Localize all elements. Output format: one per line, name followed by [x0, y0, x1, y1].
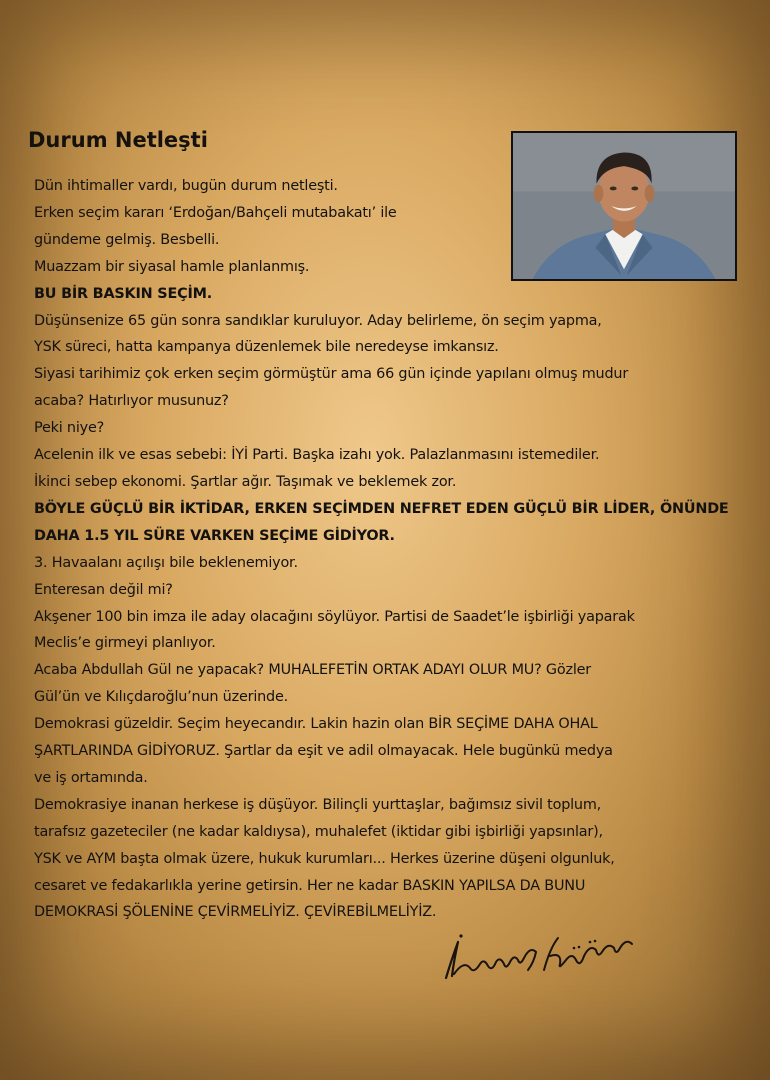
article-line: Siyasi tarihimiz çok erken seçim görmüştür ama 66 gün içinde yapılanı olmuş mudur [34, 366, 629, 383]
article-line: BÖYLE GÜÇLÜ BİR İKTİDAR, ERKEN SEÇİMDEN NEFRET EDEN GÜÇLÜ BİR LİDER, ÖNÜNDE [34, 500, 729, 517]
article-line: Meclis’e girmeyi planlıyor. [34, 635, 216, 652]
article-line: Acaba Abdullah Gül ne yapacak? MUHALEFETİN ORTAK ADAYI OLUR MU? Gözler [34, 662, 592, 679]
article-line: Gül’ün ve Kılıçdaroğlu’nun üzerinde. [34, 689, 288, 706]
handwritten-signature-icon [440, 930, 640, 985]
article-line: Enteresan değil mi? [34, 581, 173, 598]
article-line: YSK ve AYM başta olmak üzere, hukuk kurumları... Herkes üzerine düşeni olgunluk, [34, 850, 615, 867]
article-line: tarafsız gazeteciler (ne kadar kaldıysa), muhalefet (iktidar gibi işbirliği yapsınlar), [34, 823, 603, 840]
article-line: Demokrasi güzeldir. Seçim heyecandır. Lakin hazin olan BİR SEÇİME DAHA OHAL [34, 716, 598, 733]
author-signature [440, 930, 640, 985]
article-line: ve iş ortamında. [34, 769, 148, 786]
article-line: ŞARTLARINDA GİDİYORUZ. Şartlar da eşit ve adil olmayacak. Hele bugünkü medya [34, 743, 613, 760]
article-line: Düşünsenize 65 gün sonra sandıklar kuruluyor. Aday belirleme, ön seçim yapma, [34, 312, 602, 329]
article-line: Demokrasiye inanan herkese iş düşüyor. Bilinçli yurttaşlar, bağımsız sivil toplum, [34, 796, 602, 813]
article-line: DAHA 1.5 YIL SÜRE VARKEN SEÇİME GİDİYOR. [34, 527, 395, 544]
article-line: YSK süreci, hatta kampanya düzenlemek bile neredeyse imkansız. [34, 339, 499, 356]
article-line: Peki niye? [34, 420, 105, 437]
article-line: cesaret ve fedakarlıkla yerine getirsin. Her ne kadar BASKIN YAPILSA DA BUNU [34, 877, 586, 894]
article-line: BU BİR BASKIN SEÇİM. [34, 285, 213, 302]
article-line: DEMOKRASİ ŞÖLENİNE ÇEVİRMELİYİZ. ÇEVİREBİLMELİYİZ. [34, 904, 437, 921]
article-line: 3. Havaalanı açılışı bile beklenemiyor. [34, 554, 298, 571]
article-line: Erken seçim kararı ‘Erdoğan/Bahçeli mutabakatı’ ile [34, 204, 397, 221]
article-line: İkinci sebep ekonomi. Şartlar ağır. Taşımak ve beklemek zor. [34, 473, 457, 490]
article-line: acaba? Hatırlıyor musunuz? [34, 393, 229, 410]
page-title: Durum Netleşti [28, 128, 208, 152]
article-body [34, 173, 734, 926]
article-line: Akşener 100 bin imza ile aday olacağını söylüyor. Partisi de Saadet’le işbirliği yaparak [34, 608, 635, 625]
article-line: Muazzam bir siyasal hamle planlanmış. [34, 258, 310, 275]
article-line: gündeme gelmiş. Besbelli. [34, 231, 220, 248]
article-line: Dün ihtimaller vardı, bugün durum netleşti. [34, 178, 338, 194]
article-line: Acelenin ilk ve esas sebebi: İYİ Parti. Başka izahı yok. Palazlanmasını istemediler. [34, 447, 600, 464]
